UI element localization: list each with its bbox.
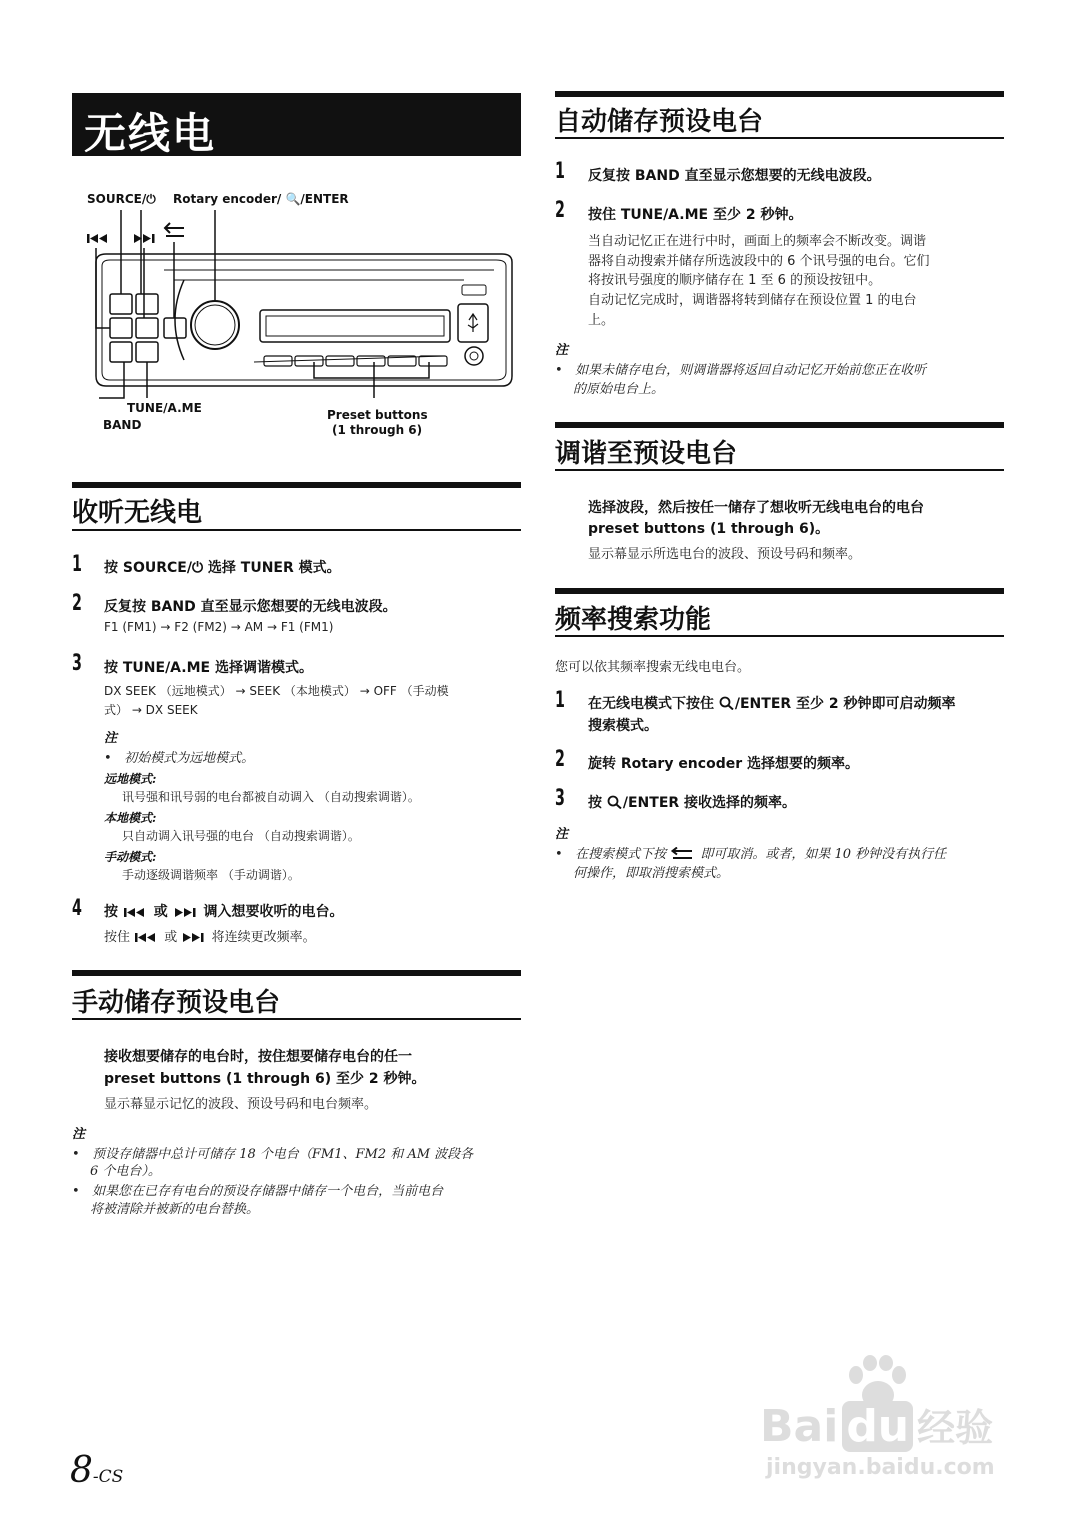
manual-detail: 显示幕显示记忆的波段、预设号码和电台频率。 — [104, 1097, 378, 1112]
section-rule-bottom — [72, 529, 521, 531]
label-preset-2: (1 through 6) — [332, 423, 423, 437]
section-title-auto: 自动储存预设电台 — [555, 107, 764, 137]
step-number: 2 — [72, 591, 82, 616]
step-number: 2 — [555, 198, 565, 223]
step-detail: 上。 — [588, 313, 615, 328]
note-bullet-cont: 何操作，即取消搜索模式。 — [573, 866, 730, 881]
section-title-search: 频率搜索功能 — [555, 605, 712, 635]
note-bullet: • 预设存储器中总计可储存 18 个电台（FM1、FM2 和 AM 波段各 — [72, 1147, 474, 1162]
note-bullet: • 初始模式为远地模式。 — [104, 751, 255, 766]
term-far: 远地模式: — [104, 772, 157, 786]
label-rotary: Rotary encoder/ 🔍/ENTER — [173, 192, 349, 206]
search-icon — [607, 795, 623, 809]
page-title: 无线电 — [84, 109, 217, 158]
back-arrow-icon — [670, 847, 696, 860]
step-text: 按 TUNE/A.ME 选择调谐模式。 — [104, 660, 313, 676]
step-text: 在无线电模式下按住 /ENTER 至少 2 秒钟即可启动频率 — [588, 696, 956, 712]
note-bullet: • 在搜索模式下按 即可取消。或者，如果 10 秒钟没有执行任 — [555, 847, 947, 862]
step-detail: 将按讯号强度的顺序储存在 1 至 6 的预设按钮中。 — [588, 273, 882, 288]
section-rule-bottom — [72, 1018, 521, 1020]
step-detail: 自动记忆完成时，调谐器将转到储存在预设位置 1 的电台 — [588, 293, 917, 308]
section-rule-bottom — [555, 469, 1004, 471]
tune-line-1: 选择波段，然后按任一储存了想收听无线电电台的电台 — [588, 500, 924, 516]
step-detail: 按住 或 将连续更改频率。 — [104, 930, 316, 945]
radio-diagram — [84, 210, 524, 425]
section-title-manual: 手动储存预设电台 — [72, 988, 281, 1018]
step-number: 3 — [72, 651, 82, 676]
section-rule-top — [72, 970, 521, 976]
prev-track-icon — [87, 234, 107, 243]
section-rule-top — [555, 422, 1004, 428]
step-number: 1 — [555, 688, 565, 713]
back-arrow-icon — [165, 223, 184, 236]
term-manual: 手动模式: — [104, 850, 157, 864]
step-text: 反复按 BAND 直至显示您想要的无线电波段。 — [588, 168, 881, 184]
step-detail: 当自动记忆正在进行中时，画面上的频率会不断改变。调谐 — [588, 234, 927, 249]
next-track-icon — [134, 234, 155, 243]
step-detail: 器将自动搜索并储存所选波段中的 6 个讯号强的电台。它们 — [588, 254, 930, 269]
note-heading: 注 — [555, 827, 569, 842]
label-preset-1: Preset buttons — [327, 408, 428, 422]
note-bullet-cont: 将被清除并被新的电台替换。 — [90, 1202, 260, 1217]
section-title-tune: 调谐至预设电台 — [555, 439, 738, 469]
step-number: 2 — [555, 747, 565, 772]
term-far-desc: 讯号强和讯号弱的电台都被自动调入 （自动搜索调谐）。 — [122, 790, 420, 804]
search-intro: 您可以依其频率搜索无线电电台。 — [555, 660, 751, 675]
section-title-listen: 收听无线电 — [72, 498, 203, 528]
prev-track-icon — [134, 932, 160, 943]
note-bullet-cont: 6 个电台）。 — [90, 1164, 161, 1179]
step-text-cont: 搜索模式。 — [588, 718, 658, 734]
search-icon — [719, 696, 735, 710]
note-heading: 注 — [555, 343, 569, 358]
section-rule-top — [555, 91, 1004, 97]
section-rule-top — [72, 482, 521, 488]
label-source: SOURCE/⏻ — [87, 192, 156, 206]
watermark: Bai du 经验 jingyan.baidu.com — [760, 1355, 1020, 1485]
section-rule-bottom — [555, 137, 1004, 139]
section-rule-bottom — [555, 635, 1004, 637]
step-detail: F1 (FM1) → F2 (FM2) → AM → F1 (FM1) — [104, 620, 334, 634]
note-heading: 注 — [104, 731, 118, 746]
page-number: 8-CS — [70, 1450, 124, 1491]
step-number: 1 — [555, 159, 565, 184]
term-manual-desc: 手动逐级调谐频率 （手动调谐）。 — [122, 868, 300, 882]
step-number: 3 — [555, 786, 565, 811]
manual-line-1: 接收想要储存的电台时，按住想要储存电台的任一 — [104, 1049, 412, 1065]
step-text: 按 或 调入想要收听的电台。 — [104, 904, 344, 920]
step-text: 按 SOURCE/⏻ 选择 TUNER 模式。 — [104, 560, 341, 576]
note-bullet-cont: 的原始电台上。 — [573, 382, 665, 397]
step-text: 按住 TUNE/A.ME 至少 2 秒钟。 — [588, 207, 803, 223]
step-number: 4 — [72, 896, 82, 921]
tune-detail: 显示幕显示所选电台的波段、预设号码和频率。 — [588, 547, 862, 562]
step-detail: DX SEEK （远地模式） → SEEK （本地模式） → OFF （手动模 — [104, 684, 449, 698]
note-bullet: • 如果您在已存有电台的预设存储器中储存一个电台，当前电台 — [72, 1184, 444, 1199]
step-detail: 式） → DX SEEK — [104, 703, 198, 717]
label-band: BAND — [103, 418, 142, 432]
section-rule-top — [555, 588, 1004, 594]
next-track-icon — [173, 907, 199, 918]
term-local-desc: 只自动调入讯号强的电台 （自动搜索调谐）。 — [122, 829, 360, 843]
next-track-icon — [181, 932, 207, 943]
note-heading: 注 — [72, 1127, 86, 1142]
tune-line-2: preset buttons (1 through 6)。 — [588, 521, 830, 537]
manual-line-2: preset buttons (1 through 6) 至少 2 秒钟。 — [104, 1071, 426, 1087]
step-text: 按 /ENTER 接收选择的频率。 — [588, 795, 797, 811]
step-number: 1 — [72, 552, 82, 577]
note-bullet: • 如果未储存电台，则调谐器将返回自动记忆开始前您正在收听 — [555, 363, 927, 378]
term-local: 本地模式: — [104, 811, 157, 825]
label-tune: TUNE/A.ME — [127, 401, 202, 415]
step-text: 反复按 BAND 直至显示您想要的无线电波段。 — [104, 599, 397, 615]
step-text: 旋转 Rotary encoder 选择想要的频率。 — [588, 756, 859, 772]
prev-track-icon — [123, 907, 149, 918]
